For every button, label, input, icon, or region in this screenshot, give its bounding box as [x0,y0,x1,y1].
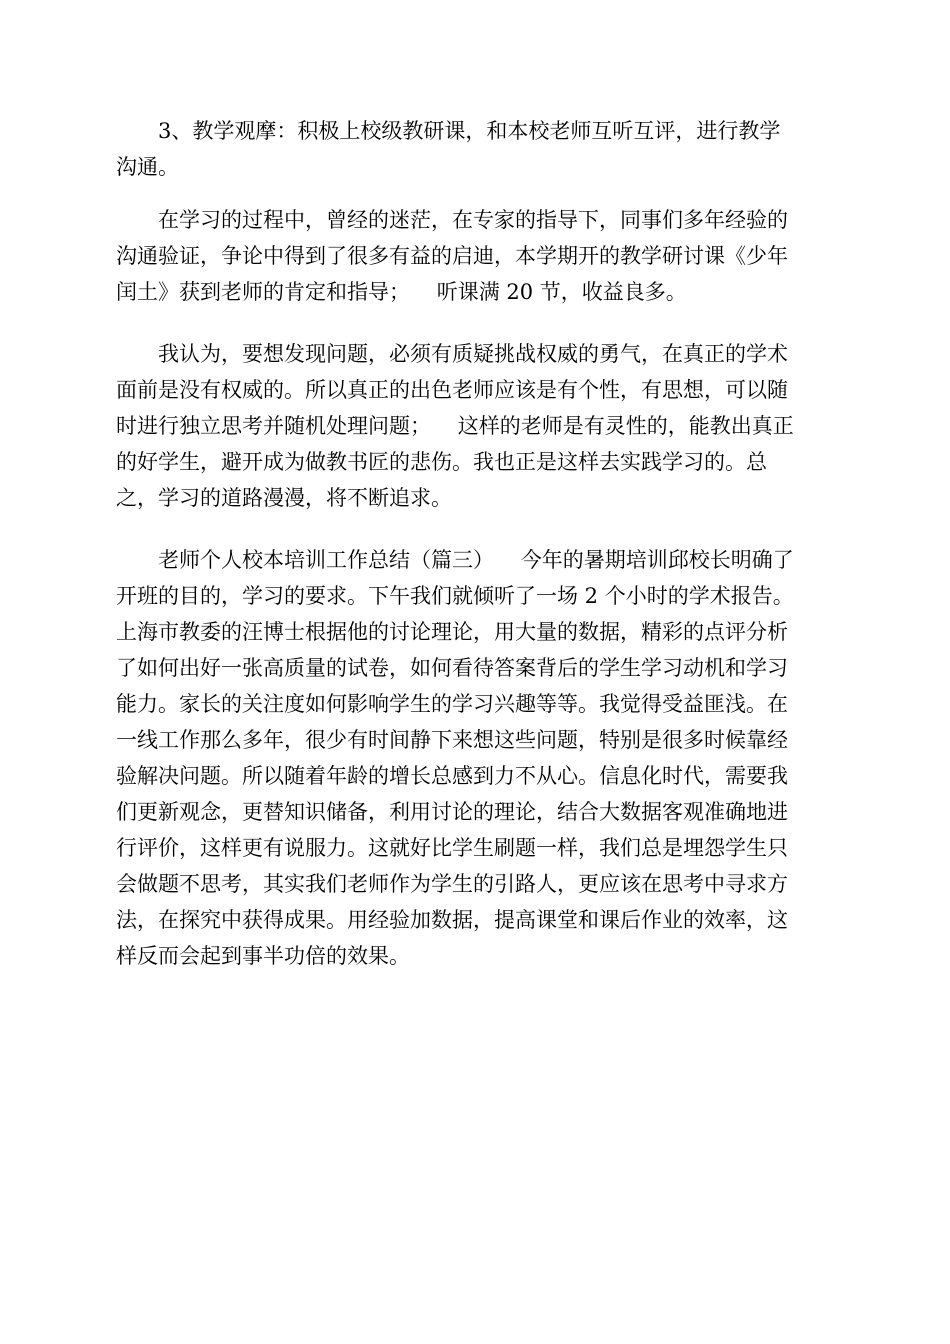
paragraph-line: 面前是没有权威的。所以真正的出色老师应该是有个性，有思想，可以随 [116,378,788,402]
paragraph-line: 沟通验证，争论中得到了很多有益的启迪，本学期开的教学研讨课《少年 [116,244,788,268]
paragraph-line: 能力。家长的关注度如何影响学生的学习兴趣等等。我觉得受益匪浅。在 [116,692,788,716]
paragraph-line: 了如何出好一张高质量的试卷，如何看待答案背后的学生学习动机和学习 [116,656,788,680]
paragraph-line: 一线工作那么多年，很少有时间静下来想这些问题，特别是很多时候靠经 [116,728,788,752]
paragraph-questioning-authority [116,336,836,516]
paragraph-teaching-observation [116,113,836,185]
paragraph-line: 上海市教委的汪博士根据他的讨论理论，用大量的数据，精彩的点评分析 [116,620,788,644]
paragraph-line: 开班的目的，学习的要求。下午我们就倾听了一场 2 个小时的学术报告。 [116,584,794,608]
paragraph-line: 们更新观念，更替知识储备，利用讨论的理论，结合大数据客观准确地进 [116,800,788,824]
paragraph-line: 闰土》获到老师的肯定和指导； 听课满 20 节，收益良多。 [116,280,687,304]
paragraph-line: 验解决问题。所以随着年龄的增长总感到力不从心。信息化时代，需要我 [116,764,788,788]
paragraph-line: 法，在探究中获得成果。用经验加数据，提高课堂和课后作业的效率，这 [116,908,788,932]
paragraph-learning-process [116,202,836,310]
paragraph-line: 老师个人校本培训工作总结（篇三） 今年的暑期培训邱校长明确了 [158,548,794,572]
paragraph-line: 我认为，要想发现问题，必须有质疑挑战权威的勇气，在真正的学术 [158,342,788,366]
paragraph-line: 会做题不思考，其实我们老师作为学生的引路人，更应该在思考中寻求方 [116,872,788,896]
paragraph-line: 之，学习的道路漫漫，将不断追求。 [116,486,452,510]
paragraph-line: 在学习的过程中，曾经的迷茫，在专家的指导下，同事们多年经验的 [158,208,788,232]
paragraph-line: 行评价，这样更有说服力。这就好比学生刷题一样，我们总是埋怨学生只 [116,836,788,860]
paragraph-line: 样反而会起到事半功倍的效果。 [116,944,410,968]
paragraph-line: 的好学生，避开成为做教书匠的悲伤。我也正是这样去实践学习的。总 [116,450,767,474]
paragraph-line: 时进行独立思考并随机处理问题； 这样的老师是有灵性的，能教出真正 [116,414,794,438]
paragraph-summary-part-three [116,542,836,974]
paragraph-line: 沟通。 [116,155,179,179]
paragraph-line: 3、教学观摩：积极上校级教研课，和本校老师互听互评，进行教学 [158,119,781,143]
